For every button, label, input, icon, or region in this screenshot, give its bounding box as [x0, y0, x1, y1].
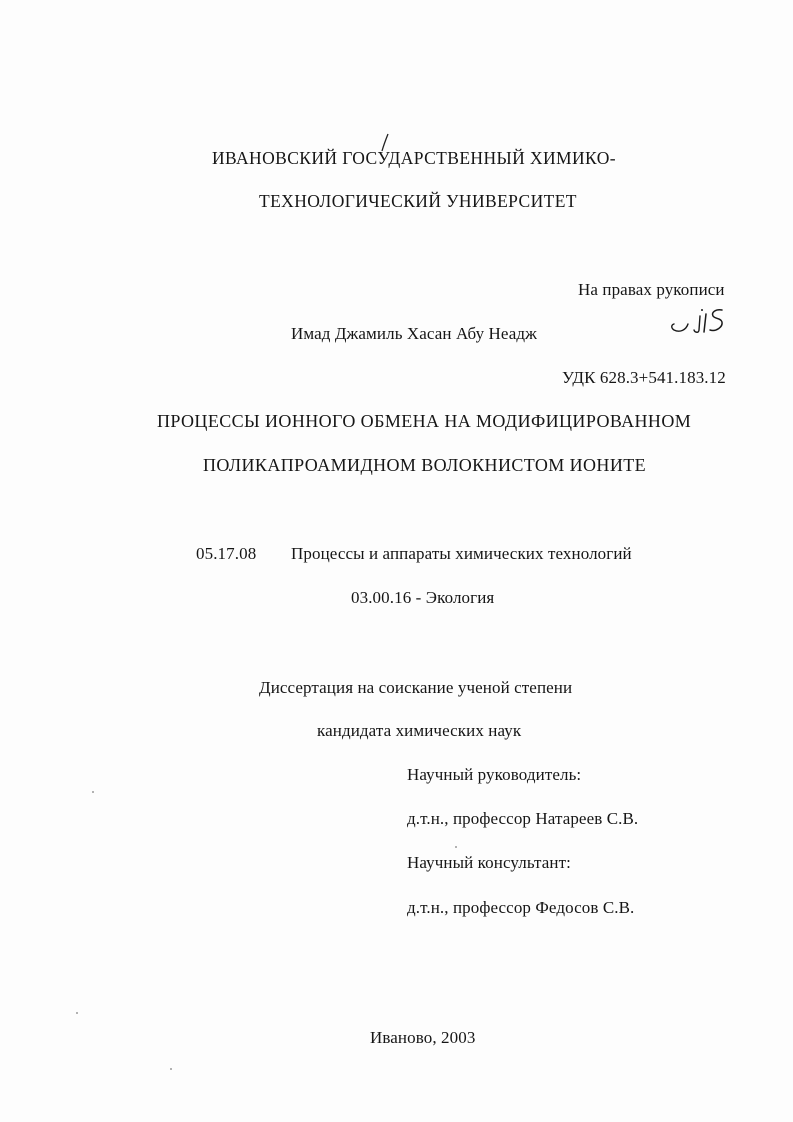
specialty-name: Процессы и аппараты химических технологий: [291, 544, 632, 563]
author-signature: [666, 306, 728, 342]
city-year: Иваново, 2003: [370, 1028, 476, 1047]
udk-code: УДК 628.3+541.183.12: [562, 368, 726, 387]
author-name: Имад Джамиль Хасан Абу Неадж: [291, 324, 537, 343]
supervisor-label: Научный руководитель:: [407, 765, 582, 784]
rights-note: На правах рукописи: [578, 280, 725, 299]
degree-line-1: Диссертация на соискание ученой степени: [259, 678, 573, 697]
degree-line-2: кандидата химических наук: [317, 721, 522, 740]
dissertation-title-line-2: ПОЛИКАПРОАМИДНОМ ВОЛОКНИСТОМ ИОНИТЕ: [203, 455, 647, 475]
pen-stroke-mark: [379, 133, 391, 153]
consultant-label: Научный консультант:: [407, 853, 571, 872]
dissertation-title-line-1: ПРОЦЕССЫ ИОННОГО ОБМЕНА НА МОДИФИЦИРОВАННОМ: [157, 411, 692, 431]
university-name-line-2: ТЕХНОЛОГИЧЕСКИЙ УНИВЕРСИТЕТ: [259, 191, 577, 211]
scan-speck: [455, 846, 457, 848]
consultant-name: д.т.н., профессор Федосов С.В.: [407, 898, 635, 917]
scan-speck: [76, 1012, 78, 1014]
specialty-code: 05.17.08: [196, 544, 257, 563]
specialty-ecology: 03.00.16 - Экология: [351, 588, 495, 607]
university-name-line-1: ИВАНОВСКИЙ ГОСУДАРСТВЕННЫЙ ХИМИКО-: [212, 148, 616, 168]
scan-speck: [92, 791, 94, 793]
scan-speck: [170, 1068, 172, 1070]
supervisor-name: д.т.н., профессор Натареев С.В.: [407, 809, 639, 828]
